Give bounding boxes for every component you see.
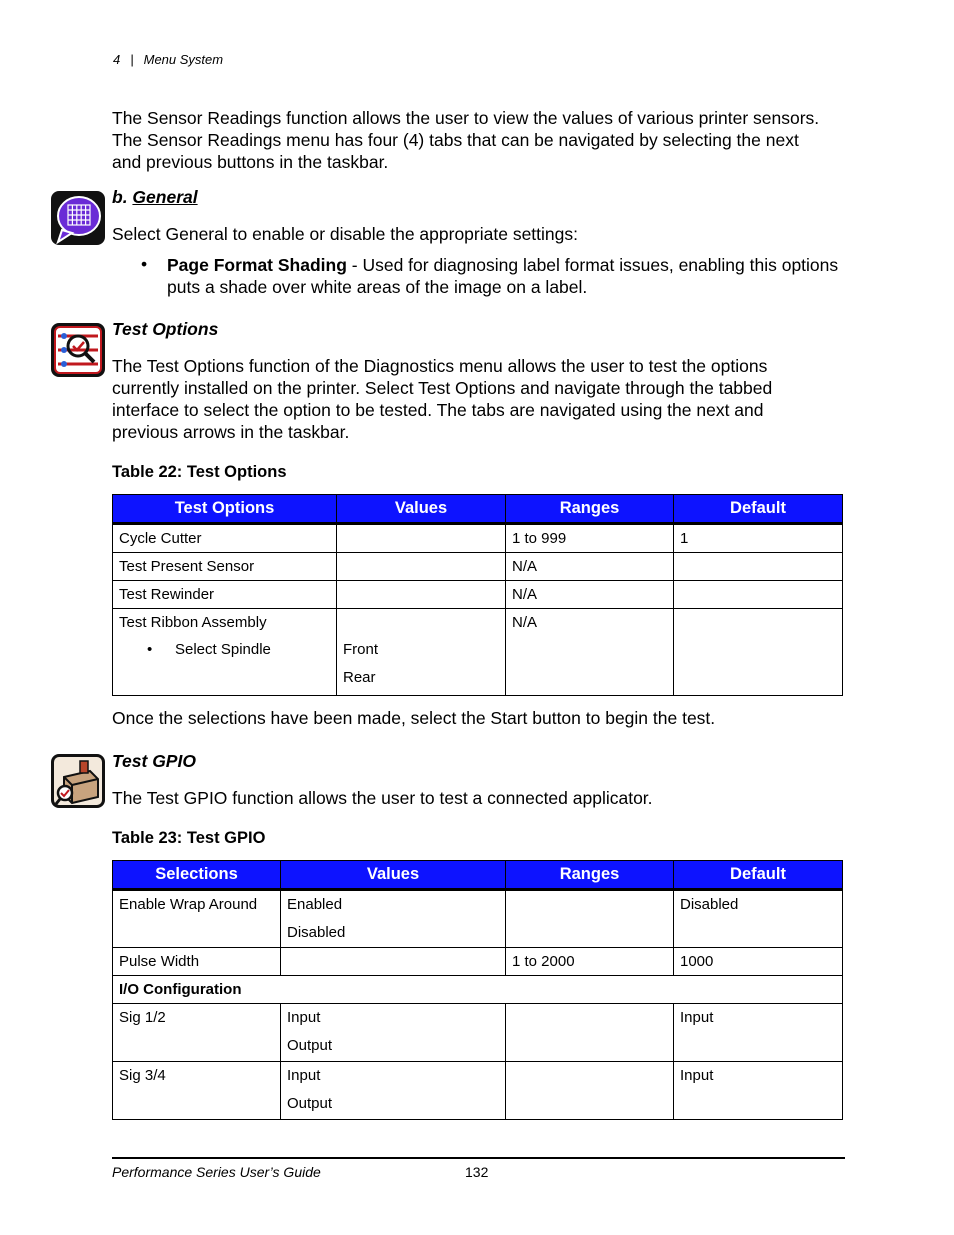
table-cell: Test Present Sensor — [113, 553, 337, 581]
column-header: Ranges — [506, 861, 674, 890]
value-option: Rear — [343, 669, 376, 686]
table-cell: N/A — [506, 553, 674, 581]
test-gpio-heading: Test GPIO — [112, 751, 196, 771]
test-options-heading: Test Options — [112, 319, 219, 339]
table-cell: Pulse Width — [113, 948, 281, 976]
table-cell — [281, 1062, 506, 1120]
footer-divider — [112, 1157, 845, 1159]
value-option: Input — [287, 1067, 321, 1084]
value-option: Front — [343, 641, 379, 658]
table-cell: Input — [674, 1062, 843, 1120]
table-row — [113, 553, 843, 581]
table-cell: 1000 — [674, 948, 843, 976]
table-cell: Cycle Cutter — [113, 524, 337, 553]
footer-title: Performance Series User’s Guide — [112, 1164, 321, 1180]
table-cell — [506, 1004, 674, 1062]
ribbon-sub-label: Select Spindle — [175, 641, 271, 658]
table-cell: 1 to 2000 — [506, 948, 674, 976]
column-header: Selections — [113, 861, 281, 890]
value-option: Output — [287, 1095, 333, 1112]
table-row — [113, 976, 843, 1004]
table-23-caption: Table 23: Test GPIO — [112, 829, 266, 847]
table-row — [113, 1062, 843, 1120]
table-cell: N/A — [506, 609, 674, 696]
general-title: General — [132, 187, 198, 207]
table-cell: Test Rewinder — [113, 581, 337, 609]
ribbon-name: Test Ribbon Assembly — [119, 614, 267, 631]
table-cell — [506, 1062, 674, 1120]
table-header-row — [113, 861, 843, 890]
table-cell: Sig 3/4 — [113, 1062, 281, 1120]
general-prefix: b. — [112, 187, 133, 207]
table-header-row — [113, 495, 843, 524]
ribbon-sub — [119, 640, 330, 659]
table-cell — [674, 553, 843, 581]
table-row — [113, 581, 843, 609]
general-heading — [112, 187, 198, 208]
value-option: Input — [287, 1009, 321, 1026]
value-option: Output — [287, 1037, 333, 1054]
after-table-text: Once the selections have been made, select the Start button to begin the test. — [112, 708, 716, 728]
table-22-caption: Table 22: Test Options — [112, 463, 287, 481]
bullet-dot: • — [147, 641, 153, 658]
column-header: Ranges — [506, 495, 674, 524]
table-row — [113, 1004, 843, 1062]
table-cell — [113, 609, 337, 696]
test-options-text: The Test Options function of the Diagnostics menu allows the user to test the options currently installed on the printer. Select Test Options and navigate through the tabbed interface to select the option to be tested. The tabs are navigated using the next and previous arrows in the taskbar. — [112, 356, 773, 442]
table-row — [113, 890, 843, 948]
test-options-table — [112, 494, 843, 696]
value-option: Disabled — [287, 924, 346, 941]
table-cell — [281, 1004, 506, 1062]
general-bullet — [167, 254, 847, 298]
bullet-dot: • — [141, 254, 148, 274]
test-gpio-text: The Test GPIO function allows the user to test a connected applicator. — [112, 788, 653, 808]
table-cell — [281, 890, 506, 948]
test-gpio-table — [112, 860, 843, 1120]
general-settings-icon — [50, 190, 106, 246]
io-configuration-heading: I/O Configuration — [113, 976, 843, 1004]
table-cell: Enable Wrap Around — [113, 890, 281, 948]
test-options-icon — [50, 322, 106, 378]
bullet-term: Page Format Shading — [167, 255, 347, 275]
table-cell: Input — [674, 1004, 843, 1062]
section-name: Menu System — [143, 52, 224, 67]
column-header: Default — [674, 495, 843, 524]
page-number: 132 — [465, 1164, 489, 1180]
table-cell: 1 — [674, 524, 843, 553]
column-header: Test Options — [113, 495, 337, 524]
table-cell: Disabled — [674, 890, 843, 948]
page-header — [113, 52, 223, 67]
table-cell — [281, 948, 506, 976]
table-row — [113, 524, 843, 553]
table-cell — [337, 553, 506, 581]
value-option: Enabled — [287, 896, 343, 913]
table-row — [113, 948, 843, 976]
column-header: Values — [281, 861, 506, 890]
table-cell — [506, 890, 674, 948]
table-cell: Sig 1/2 — [113, 1004, 281, 1062]
intro-paragraph: The Sensor Readings function allows the user to view the values of various printer sensors. The Sensor Readings menu has four (4) tabs that can be navigated by selecting the next and previous buttons in the taskbar. — [112, 108, 820, 172]
chapter-number: 4 — [113, 52, 121, 67]
table-row — [113, 609, 843, 696]
table-cell — [337, 609, 506, 696]
column-header: Default — [674, 861, 843, 890]
header-separator: | — [130, 52, 134, 67]
column-header: Values — [337, 495, 506, 524]
general-text: Select General to enable or disable the appropriate settings: — [112, 224, 578, 244]
table-cell — [337, 524, 506, 553]
table-cell: N/A — [506, 581, 674, 609]
table-cell — [674, 609, 843, 696]
table-cell: 1 to 999 — [506, 524, 674, 553]
table-cell — [674, 581, 843, 609]
test-gpio-icon — [50, 753, 106, 809]
bullet-text: - Used for diagnosing label format issues, enabling this options puts a shade over white areas of the image on a label. — [167, 255, 839, 297]
table-cell — [337, 581, 506, 609]
